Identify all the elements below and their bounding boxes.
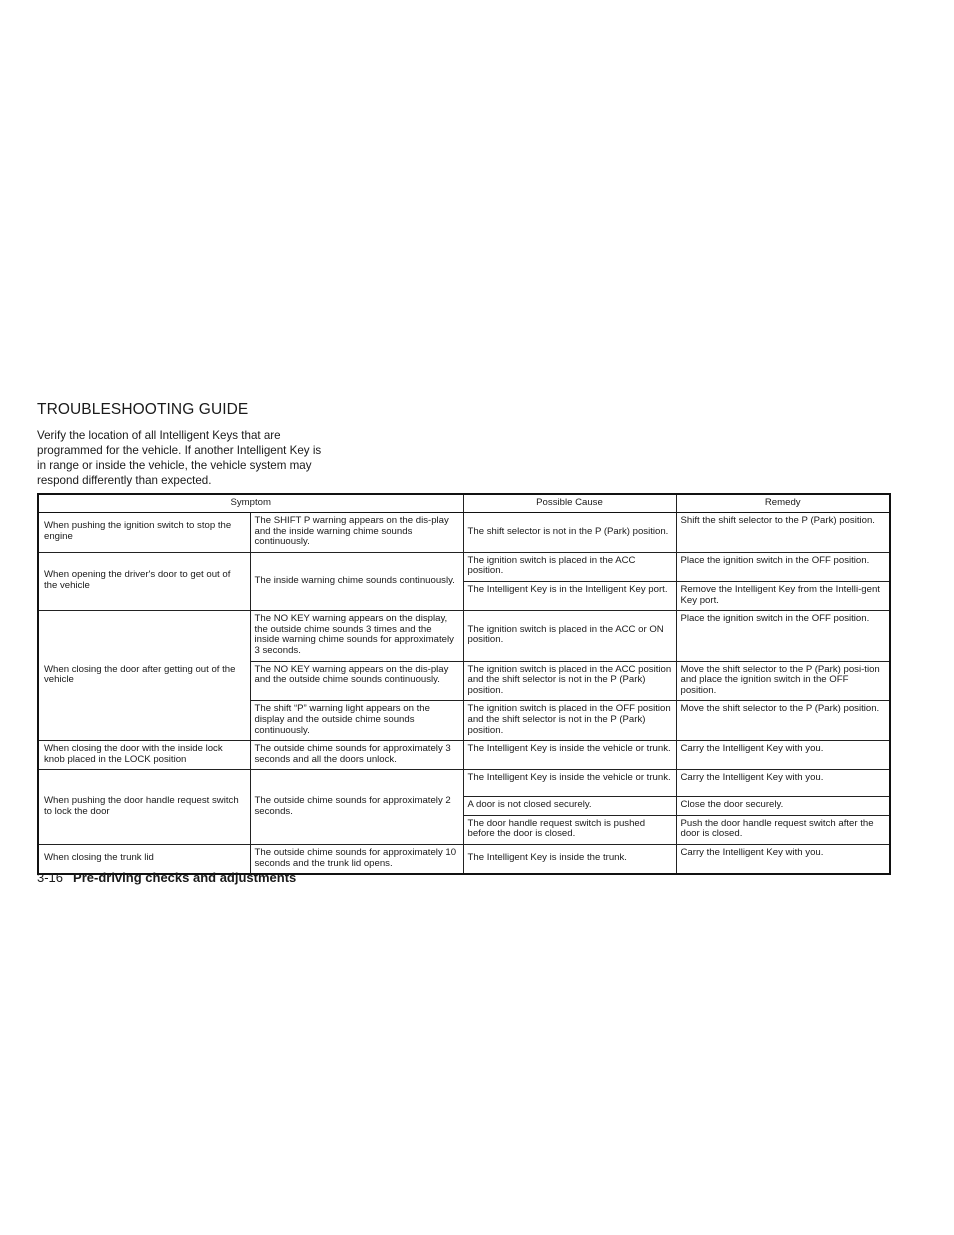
symptom-cell: The SHIFT P warning appears on the dis-play and the inside warning chime sounds continuously. — [250, 513, 463, 553]
symptom-cell: The shift “P” warning light appears on the display and the outside chime sounds continuously. — [250, 701, 463, 741]
header-symptom: Symptom — [38, 494, 463, 513]
condition-cell: When closing the door after getting out of the vehicle — [38, 611, 250, 741]
footer-section-title: Pre-driving checks and adjustments — [73, 870, 297, 885]
cause-cell: The shift selector is not in the P (Park) position. — [463, 513, 676, 553]
header-remedy: Remedy — [676, 494, 890, 513]
remedy-cell: Move the shift selector to the P (Park) position. — [676, 701, 890, 741]
remedy-cell: Carry the Intelligent Key with you. — [676, 770, 890, 797]
symptom-cell: The NO KEY warning appears on the display, the outside chime sounds 3 times and the inside warning chime sounds for approximately 3 seconds. — [250, 611, 463, 661]
cause-cell: The Intelligent Key is inside the vehicle or trunk. — [463, 770, 676, 797]
table-row — [38, 741, 890, 770]
table-row — [38, 611, 890, 661]
cause-cell: The Intelligent Key is inside the trunk. — [463, 845, 676, 875]
cause-cell: A door is not closed securely. — [463, 797, 676, 816]
cause-cell: The ignition switch is placed in the ACC position and the shift selector is not in the P (Park) position. — [463, 661, 676, 701]
table-row — [38, 770, 890, 797]
intro-paragraph: Verify the location of all Intelligent Keys that are programmed for the vehicle. If another Intelligent Key is in range or inside the vehicle, the vehicle system may respond differently than expected. — [37, 429, 322, 487]
symptom-cell: The outside chime sounds for approximately 3 seconds and all the doors unlock. — [250, 741, 463, 770]
condition-cell: When closing the trunk lid — [38, 845, 250, 875]
condition-cell: When pushing the door handle request switch to lock the door — [38, 770, 250, 845]
remedy-cell: Push the door handle request switch after the door is closed. — [676, 815, 890, 844]
table-row — [38, 513, 890, 553]
remedy-cell: Remove the Intelligent Key from the Intelli-gent Key port. — [676, 581, 890, 610]
cause-cell: The ignition switch is placed in the ACC or ON position. — [463, 611, 676, 661]
remedy-cell: Move the shift selector to the P (Park) posi-tion and place the ignition switch in the OFF position. — [676, 661, 890, 701]
remedy-cell: Carry the Intelligent Key with you. — [676, 845, 890, 875]
symptom-cell: The outside chime sounds for approximately 10 seconds and the trunk lid opens. — [250, 845, 463, 875]
remedy-cell: Shift the shift selector to the P (Park) position. — [676, 513, 890, 553]
troubleshooting-table — [37, 493, 891, 875]
table-row — [38, 552, 890, 581]
remedy-cell: Place the ignition switch in the OFF position. — [676, 552, 890, 581]
section-title: TROUBLESHOOTING GUIDE — [37, 401, 249, 418]
condition-cell: When closing the door with the inside lock knob placed in the LOCK position — [38, 741, 250, 770]
condition-cell: When pushing the ignition switch to stop the engine — [38, 513, 250, 553]
symptom-cell: The NO KEY warning appears on the dis-play and the outside chime sounds continuously. — [250, 661, 463, 701]
remedy-cell: Close the door securely. — [676, 797, 890, 816]
condition-cell: When opening the driver's door to get out of the vehicle — [38, 552, 250, 610]
symptom-cell: The inside warning chime sounds continuously. — [250, 552, 463, 610]
page-footer — [37, 870, 296, 885]
cause-cell: The Intelligent Key is inside the vehicle or trunk. — [463, 741, 676, 770]
header-possible-cause: Possible Cause — [463, 494, 676, 513]
table-header-row — [38, 494, 890, 513]
remedy-cell: Place the ignition switch in the OFF position. — [676, 611, 890, 661]
remedy-cell: Carry the Intelligent Key with you. — [676, 741, 890, 770]
cause-cell: The ignition switch is placed in the ACC position. — [463, 552, 676, 581]
cause-cell: The ignition switch is placed in the OFF position and the shift selector is not in the P (Park) position. — [463, 701, 676, 741]
symptom-cell: The outside chime sounds for approximately 2 seconds. — [250, 770, 463, 845]
cause-cell: The Intelligent Key is in the Intelligent Key port. — [463, 581, 676, 610]
cause-cell: The door handle request switch is pushed before the door is closed. — [463, 815, 676, 844]
page-number: 3-16 — [37, 870, 64, 885]
